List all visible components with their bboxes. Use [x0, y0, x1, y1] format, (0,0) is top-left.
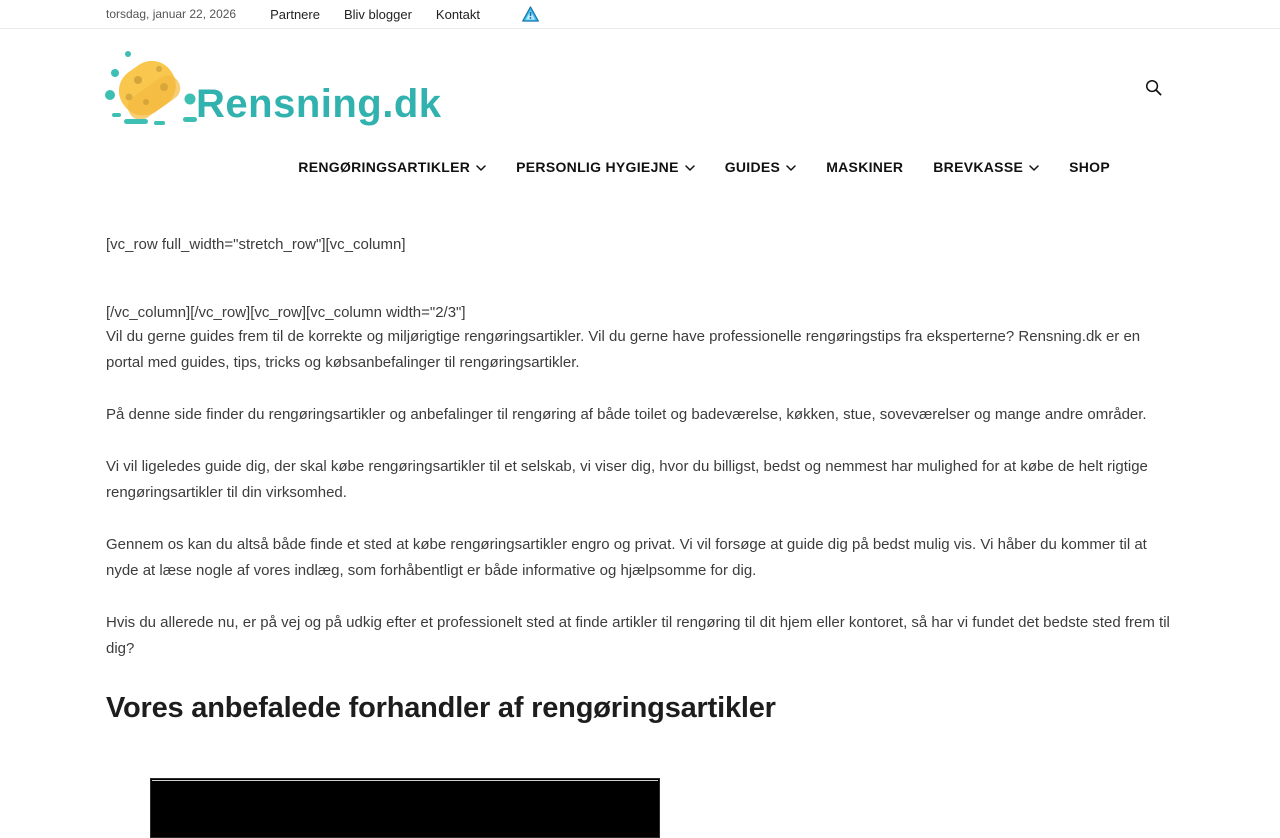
nav-item-label: RENGØRINGSARTIKLER [298, 159, 471, 175]
nav-item-guides[interactable] [725, 159, 796, 175]
topbar-link-partnere[interactable]: Partnere [270, 6, 320, 22]
top-bar [0, 0, 1280, 29]
chevron-down-icon [685, 165, 695, 171]
nav-item-shop[interactable] [1069, 159, 1110, 175]
main-content [0, 233, 1280, 838]
nav-item-personlig-hygiejne[interactable] [516, 159, 695, 175]
topbar-link-kontakt[interactable]: Kontakt [435, 6, 481, 22]
body-paragraph: Hvis du allerede nu, er på vej og på udkig efter et professionelt sted at finde artikler til rengøring til dit hjem eller kontoret, så har vi fundet det bedste sted frem til dig? [106, 614, 1170, 657]
search-icon [1144, 78, 1163, 102]
body-paragraph: Vi vil ligeledes guide dig, der skal købe rengøringsartikler til et selskab, vi viser dig, hvor du billigst, bedst og nemmest har mulighed for at købe de helt rigtige rengøringsartikler til din virksomhed. [106, 458, 1148, 501]
chevron-down-icon [1029, 165, 1039, 171]
intro-paragraph: Vil du gerne guides frem til de korrekte og miljørigtige rengøringsartikler. Vil du gerne have professionelle rengøringstips fra eksperterne? Rensning.dk er en portal med guides, tips, tricks og købsanbefalinger til rengøringsartikler. [106, 328, 1141, 371]
nav-item-label: GUIDES [724, 159, 781, 175]
sponge-icon [104, 47, 200, 138]
site-header [0, 29, 1280, 191]
warning-triangle-icon[interactable] [522, 6, 539, 22]
recommended-retailer-banner[interactable] [150, 778, 660, 838]
nav-item-brevkasse[interactable] [933, 159, 1039, 175]
nav-item-label: BREVKASSE [933, 159, 1024, 175]
main-nav [298, 159, 1110, 175]
shortcode-text: [/vc_column][/vc_row][vc_row][vc_column width="2/3"] [106, 304, 466, 321]
section-heading: Vores anbefalede forhandler af rengøringsartikler [106, 692, 776, 724]
nav-item-label: PERSONLIG HYGIEJNE [516, 159, 679, 175]
shortcode-text: [vc_row full_width="stretch_row"][vc_column] [106, 236, 406, 253]
topbar-link-bliv-blogger[interactable]: Bliv blogger [343, 6, 412, 22]
nav-item-rengoringsartikler[interactable] [298, 159, 486, 175]
site-logo[interactable] [104, 47, 442, 138]
chevron-down-icon [476, 165, 486, 171]
body-paragraph: På denne side finder du rengøringsartikler og anbefalinger til rengøring af både toilet og badeværelse, køkken, stue, soveværelser og mange andre områder. [106, 406, 1147, 423]
chevron-down-icon [786, 165, 796, 171]
nav-item-label: SHOP [1069, 159, 1110, 175]
site-title: Rensning.dk [196, 82, 442, 126]
nav-item-label: MASKINER [826, 159, 904, 175]
search-button[interactable] [1140, 77, 1166, 103]
body-paragraph: Gennem os kan du altså både finde et sted at købe rengøringsartikler engro og privat. Vi vil forsøge at guide dig på bedst mulig vis. Vi håber du kommer til at nyde at læse nogle af vores indlæg, som forhåbentligt er både informative og hjælpsomme for dig. [106, 536, 1147, 579]
current-date: torsdag, januar 22, 2026 [106, 7, 237, 21]
nav-item-maskiner[interactable] [826, 159, 903, 175]
